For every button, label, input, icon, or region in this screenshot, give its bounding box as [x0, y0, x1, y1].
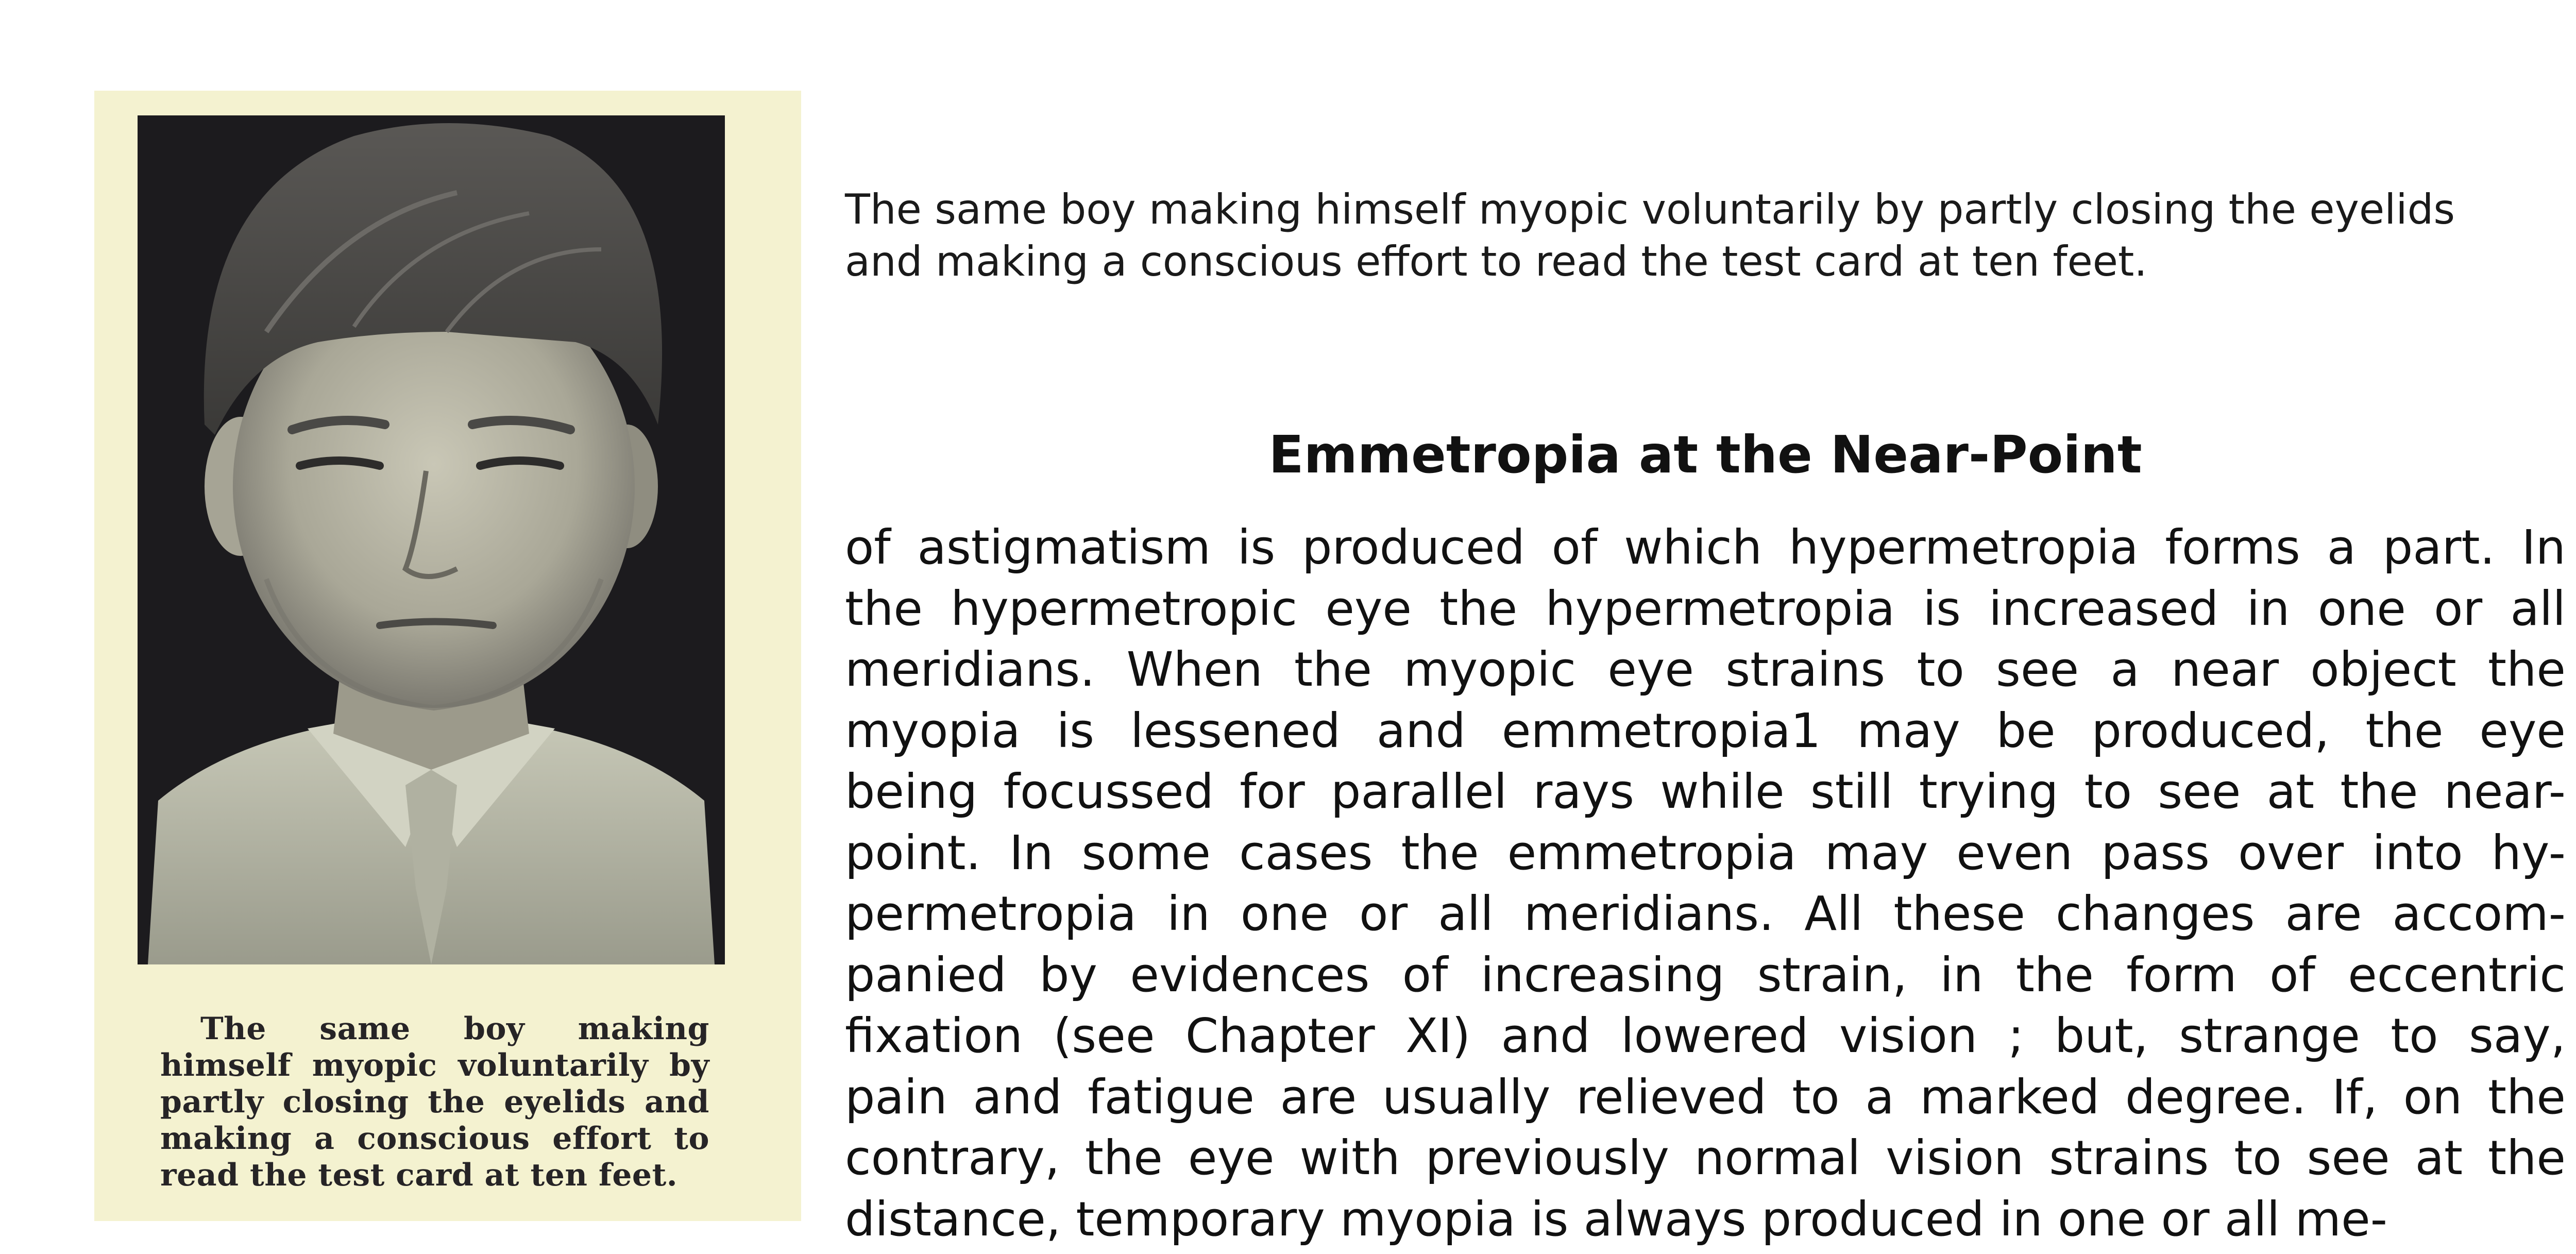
boy-portrait-illustration [138, 115, 725, 964]
body-paragraph [845, 517, 2566, 1250]
body-line: pain and fatigue are usually relieved to a marked degree. If, on the [845, 1069, 2566, 1125]
photo-plate [94, 91, 801, 1221]
body-line: distance, temporary myopia is always produced in one or all me- [845, 1191, 2387, 1247]
plate-caption: The same boy making himself myopic voluntarily by partly closing the eyelids and making a conscious effort to read the test card at ten feet. [160, 1011, 709, 1193]
body-line: being focussed for parallel rays while still trying to see at the near- [845, 764, 2566, 819]
section-title: Emmetropia at the Near-Point [1268, 425, 2142, 485]
body-line: point. In some cases the emmetropia may even pass over into hy- [845, 825, 2566, 880]
boy-portrait-photo [138, 115, 725, 964]
body-line: of astigmatism is produced of which hypermetropia forms a part. In [845, 520, 2566, 575]
body-line: fixation (see Chapter XI) and lowered vision ; but, strange to say, [845, 1008, 2566, 1063]
body-line: the hypermetropic eye the hypermetropia is increased in one or all [845, 581, 2566, 636]
body-line: panied by evidences of increasing strain, in the form of eccentric [845, 947, 2566, 1003]
figure-caption-line: and making a conscious effort to read the test card at ten feet. [845, 238, 2147, 285]
figure-caption [845, 183, 2566, 287]
body-line: permetropia in one or all meridians. All these changes are accom- [845, 886, 2566, 941]
body-line: contrary, the eye with previously normal vision strains to see at the [845, 1130, 2566, 1185]
body-line: myopia is lessened and emmetropia1 may be produced, the eye [845, 703, 2566, 758]
body-line: meridians. When the myopic eye strains to see a near object the [845, 642, 2566, 697]
figure-caption-line: The same boy making himself myopic voluntarily by partly closing the eyelids [845, 185, 2455, 233]
